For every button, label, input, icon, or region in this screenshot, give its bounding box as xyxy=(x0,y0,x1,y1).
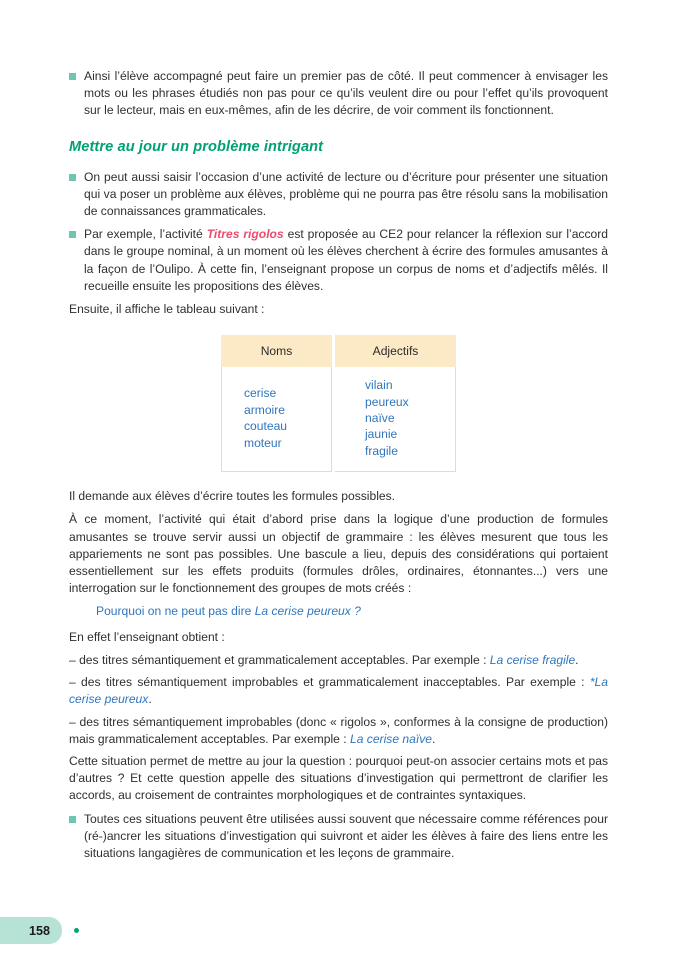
word-table-wrapper xyxy=(69,335,608,472)
square-bullet-icon xyxy=(69,816,76,823)
list-item: naïve xyxy=(365,411,395,426)
adjective-list xyxy=(365,377,455,459)
section-bullet-1-text: On peut aussi saisir l’occasion d’une activité de lecture ou d’écriture pour présenter une situation qui va poser un problème aux élèves, problème qui ne pourra pas être résolu sans la mobilisation de connaissances grammaticales. xyxy=(84,169,608,219)
footer-dot-icon xyxy=(74,928,79,933)
highlighted-question-emphasis: La cerise peureux ? xyxy=(254,604,361,619)
section-bullet-2-after: est proposée au CE2 pour relancer la réflexion sur l’accord dans le groupe nominal, à un moment où les élèves cherchent à écrire des formules amusantes à la façon de l’Oulipo. À cette fin, l’enseignant propose un corpus de noms et d’adjectifs mêlés. Il recueille ensuite les propositions des élèves. xyxy=(84,227,608,293)
list-item: jaunie xyxy=(365,427,398,442)
dash-item-2 xyxy=(69,674,608,708)
page-footer xyxy=(0,917,79,944)
final-bullet-text: Toutes ces situations peuvent être utilisées aussi souvent que nécessaire comme références pour (ré-)ancrer les situations d’investigation qui suivront et aider les élèves à faire des liens entre les situations langagières de communication et les leçons de grammaire. xyxy=(84,811,608,860)
square-bullet-icon xyxy=(69,231,76,238)
table-header-adjectifs: Adjectifs xyxy=(335,335,456,367)
table-cell-adjectives xyxy=(335,367,456,472)
list-item: couteau xyxy=(244,419,288,434)
square-bullet-icon xyxy=(69,73,76,80)
final-bullet xyxy=(69,811,608,863)
list-item: vilain xyxy=(365,378,393,393)
list-item: cerise xyxy=(244,386,277,401)
after-table-paragraph-3: En effet l’enseignant obtient : xyxy=(69,629,225,644)
list-item: peureux xyxy=(365,394,409,409)
after-table-paragraph-1: Il demande aux élèves d’écrire toutes les formules possibles. xyxy=(69,489,396,504)
page-content xyxy=(69,68,608,868)
dash-item-2-after: . xyxy=(148,692,152,707)
section-bullet-2 xyxy=(69,226,608,295)
highlighted-question xyxy=(69,603,608,620)
section-heading: Mettre au jour un problème intrigant xyxy=(69,138,324,155)
dash-item-1 xyxy=(69,652,608,669)
table-header-row xyxy=(221,335,456,367)
noun-list xyxy=(244,385,331,451)
list-item: moteur xyxy=(244,435,282,450)
after-table-paragraph-2: À ce moment, l’activité qui était d’abord prise dans la logique d’une production de formules amusantes se trouve servir aussi un objectif de grammaire : les élèves mesurent que tous les appariements ne sont pas possibles. Une bascule a lieu, depuis des considérations qui portaient essentiellement sur les effets produits (formules drôles, ordinaires, étonnantes...) vers une interrogation sur le fonctionnement des groupes de mots créés : xyxy=(69,512,608,596)
dash-item-1-emphasis: La cerise fragile xyxy=(489,652,576,667)
section-bullet-2-before: Par exemple, l’activité xyxy=(84,227,207,242)
intro-paragraph-text: Ainsi l’élève accompagné peut faire un premier pas de côté. Il peut commencer à envisager les mots ou les phrases étudiés non pas pour ce qu’ils veulent dire ou pour l’effet qu’ils provoquent sur le lecteur, mais en eux-mêmes, afin de les décrire, de voir comment ils fonctionnent. xyxy=(84,69,608,118)
activity-name-emphasis: Titres rigolos xyxy=(206,227,284,242)
dash-item-3-before: – des titres sémantiquement improbables (donc « rigolos », conformes à la consigne de production) mais grammaticalement acceptables. Par exemple : xyxy=(69,714,608,746)
intro-paragraph xyxy=(69,68,608,120)
dash-item-1-before: – des titres sémantiquement et grammaticalement acceptables. Par exemple : xyxy=(69,652,490,667)
list-item: armoire xyxy=(244,402,285,417)
dash-item-3 xyxy=(69,714,608,748)
highlighted-question-before: Pourquoi on ne peut pas dire xyxy=(96,604,255,619)
table-lead-in: Ensuite, il affiche le tableau suivant : xyxy=(69,302,265,317)
after-table-paragraph-4: Cette situation permet de mettre au jour la question : pourquoi peut-on associer certains mots et pas d’autres ? Et cette question appelle des situations d’investigation qui permettront de clarifier les accords, au croisement de contraintes morphologiques et de contraintes syntaxiques. xyxy=(69,753,608,803)
table-cell-nouns xyxy=(221,367,332,472)
square-bullet-icon xyxy=(69,174,76,181)
dash-item-1-after: . xyxy=(575,652,579,667)
dash-item-3-emphasis: La cerise naïve xyxy=(349,731,432,746)
table-header-noms: Noms xyxy=(221,335,332,367)
table-body-row xyxy=(221,367,456,472)
word-table xyxy=(221,335,456,472)
page-number-badge: 158 xyxy=(0,917,62,944)
dash-item-2-before: – des titres sémantiquement improbables et grammaticalement inacceptables. Par exemple : xyxy=(69,675,590,690)
dash-item-2-emphasis: *La cerise peureux xyxy=(69,675,608,707)
dash-item-3-after: . xyxy=(432,731,436,746)
list-item: fragile xyxy=(365,443,398,458)
section-bullet-1 xyxy=(69,169,608,221)
